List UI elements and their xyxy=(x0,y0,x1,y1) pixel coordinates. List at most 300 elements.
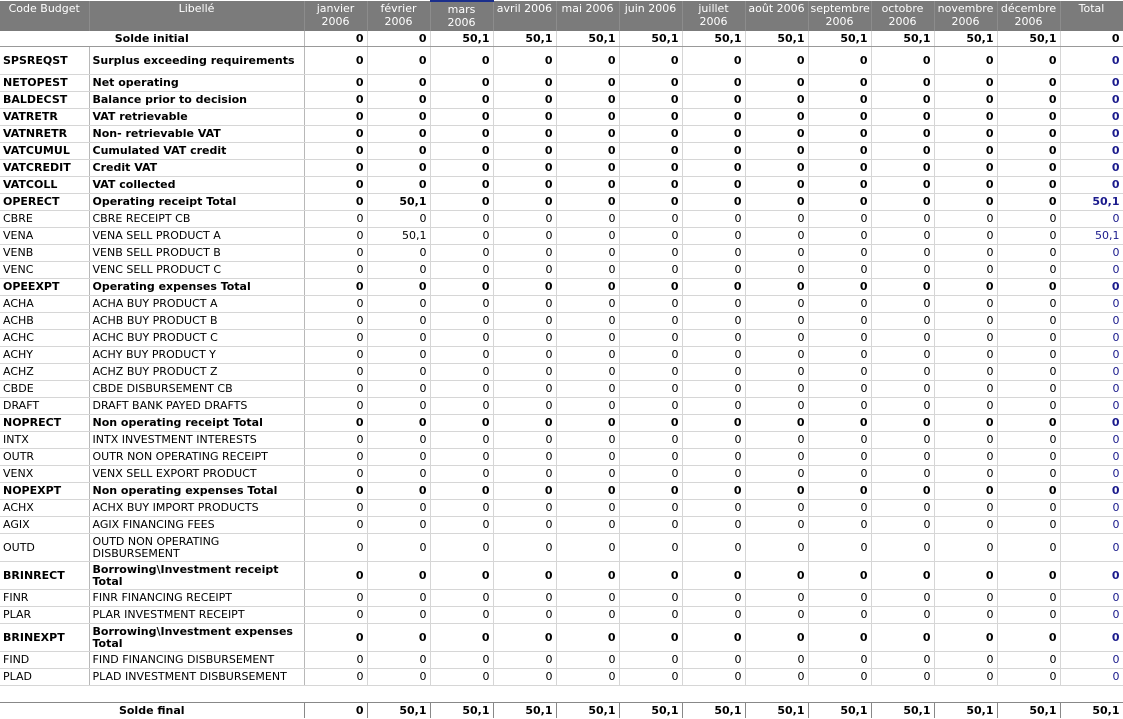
row-month-value[interactable]: 0 xyxy=(745,75,808,92)
row-month-value[interactable]: 0 xyxy=(934,194,997,211)
table-row[interactable] xyxy=(0,398,1123,415)
row-month-value[interactable]: 0 xyxy=(871,432,934,449)
column-header-month[interactable]: février 2006 xyxy=(367,1,430,31)
row-month-value[interactable]: 0 xyxy=(304,347,367,364)
row-month-value[interactable]: 0 xyxy=(304,262,367,279)
table-row[interactable] xyxy=(0,415,1123,432)
row-month-value[interactable]: 0 xyxy=(997,500,1060,517)
row-month-value[interactable]: 0 xyxy=(619,381,682,398)
row-month-value[interactable]: 0 xyxy=(682,517,745,534)
row-month-value[interactable]: 0 xyxy=(745,432,808,449)
row-month-value[interactable]: 0 xyxy=(430,143,493,160)
column-header-month[interactable]: décembre 2006 xyxy=(997,1,1060,31)
row-month-value[interactable]: 0 xyxy=(367,47,430,75)
column-header-month[interactable]: avril 2006 xyxy=(493,1,556,31)
row-month-value[interactable]: 0 xyxy=(367,466,430,483)
row-month-value[interactable]: 0 xyxy=(304,562,367,590)
row-month-value[interactable]: 0 xyxy=(556,296,619,313)
row-month-value[interactable]: 0 xyxy=(745,160,808,177)
row-month-value[interactable]: 0 xyxy=(997,47,1060,75)
row-month-value[interactable]: 0 xyxy=(304,279,367,296)
row-month-value[interactable]: 0 xyxy=(997,245,1060,262)
row-month-value[interactable]: 0 xyxy=(871,517,934,534)
table-row[interactable] xyxy=(0,347,1123,364)
row-month-value[interactable]: 0 xyxy=(808,669,871,686)
row-month-value[interactable]: 0 xyxy=(430,211,493,228)
row-month-value[interactable]: 0 xyxy=(871,669,934,686)
row-month-value[interactable]: 0 xyxy=(682,381,745,398)
row-month-value[interactable]: 0 xyxy=(556,590,619,607)
row-month-value[interactable]: 0 xyxy=(934,296,997,313)
row-month-value[interactable]: 0 xyxy=(619,228,682,245)
row-month-value[interactable]: 0 xyxy=(808,466,871,483)
row-month-value[interactable]: 0 xyxy=(871,381,934,398)
row-month-value[interactable]: 0 xyxy=(430,483,493,500)
row-month-value[interactable]: 0 xyxy=(367,177,430,194)
table-row[interactable] xyxy=(0,75,1123,92)
row-month-value[interactable]: 0 xyxy=(997,562,1060,590)
row-month-value[interactable]: 0 xyxy=(871,313,934,330)
row-month-value[interactable]: 0 xyxy=(304,590,367,607)
table-row[interactable] xyxy=(0,534,1123,562)
row-month-value[interactable]: 0 xyxy=(997,75,1060,92)
row-month-value[interactable]: 0 xyxy=(745,466,808,483)
row-month-value[interactable]: 0 xyxy=(304,669,367,686)
row-month-value[interactable]: 0 xyxy=(808,194,871,211)
row-month-value[interactable]: 0 xyxy=(682,449,745,466)
row-month-value[interactable]: 0 xyxy=(367,245,430,262)
row-month-value[interactable]: 0 xyxy=(745,245,808,262)
row-month-value[interactable]: 0 xyxy=(367,590,430,607)
row-month-value[interactable]: 0 xyxy=(997,652,1060,669)
row-month-value[interactable]: 0 xyxy=(304,313,367,330)
table-row[interactable] xyxy=(0,381,1123,398)
column-header-code[interactable]: Code Budget xyxy=(0,1,89,31)
row-month-value[interactable]: 0 xyxy=(934,228,997,245)
row-month-value[interactable]: 0 xyxy=(934,75,997,92)
table-row[interactable] xyxy=(0,562,1123,590)
row-month-value[interactable]: 0 xyxy=(367,347,430,364)
row-month-value[interactable]: 0 xyxy=(745,381,808,398)
row-month-value[interactable]: 0 xyxy=(493,177,556,194)
row-month-value[interactable]: 0 xyxy=(556,330,619,347)
row-month-value[interactable]: 0 xyxy=(997,534,1060,562)
row-month-value[interactable]: 0 xyxy=(871,279,934,296)
row-month-value[interactable]: 0 xyxy=(871,466,934,483)
table-row[interactable] xyxy=(0,109,1123,126)
row-month-value[interactable]: 0 xyxy=(871,177,934,194)
row-month-value[interactable]: 0 xyxy=(871,47,934,75)
row-month-value[interactable]: 0 xyxy=(997,347,1060,364)
row-month-value[interactable]: 0 xyxy=(997,624,1060,652)
row-month-value[interactable]: 0 xyxy=(808,415,871,432)
row-month-value[interactable]: 0 xyxy=(682,466,745,483)
row-month-value[interactable]: 0 xyxy=(430,415,493,432)
row-month-value[interactable]: 0 xyxy=(934,262,997,279)
table-row[interactable] xyxy=(0,126,1123,143)
row-month-value[interactable]: 0 xyxy=(367,500,430,517)
row-month-value[interactable]: 0 xyxy=(556,143,619,160)
row-month-value[interactable]: 0 xyxy=(619,517,682,534)
row-month-value[interactable]: 0 xyxy=(871,347,934,364)
row-month-value[interactable]: 0 xyxy=(493,517,556,534)
row-month-value[interactable]: 0 xyxy=(367,534,430,562)
row-month-value[interactable]: 0 xyxy=(430,624,493,652)
row-month-value[interactable]: 0 xyxy=(871,607,934,624)
row-month-value[interactable]: 0 xyxy=(682,75,745,92)
row-month-value[interactable]: 0 xyxy=(745,279,808,296)
row-month-value[interactable]: 0 xyxy=(367,652,430,669)
row-month-value[interactable]: 0 xyxy=(619,296,682,313)
row-month-value[interactable]: 0 xyxy=(934,562,997,590)
row-month-value[interactable]: 0 xyxy=(934,432,997,449)
table-row[interactable] xyxy=(0,143,1123,160)
row-month-value[interactable]: 0 xyxy=(871,415,934,432)
row-month-value[interactable]: 0 xyxy=(367,75,430,92)
row-month-value[interactable]: 0 xyxy=(493,398,556,415)
row-month-value[interactable]: 0 xyxy=(934,449,997,466)
row-month-value[interactable]: 0 xyxy=(367,109,430,126)
row-month-value[interactable]: 0 xyxy=(745,669,808,686)
row-month-value[interactable]: 0 xyxy=(619,194,682,211)
table-row[interactable] xyxy=(0,624,1123,652)
row-month-value[interactable]: 0 xyxy=(367,296,430,313)
row-month-value[interactable]: 0 xyxy=(493,330,556,347)
row-month-value[interactable]: 0 xyxy=(745,415,808,432)
table-row[interactable] xyxy=(0,466,1123,483)
row-month-value[interactable]: 0 xyxy=(493,126,556,143)
row-month-value[interactable]: 0 xyxy=(556,228,619,245)
row-month-value[interactable]: 0 xyxy=(304,381,367,398)
table-row[interactable] xyxy=(0,449,1123,466)
row-month-value[interactable]: 0 xyxy=(997,228,1060,245)
table-row[interactable] xyxy=(0,483,1123,500)
row-month-value[interactable]: 0 xyxy=(493,607,556,624)
row-month-value[interactable]: 0 xyxy=(430,381,493,398)
row-month-value[interactable]: 0 xyxy=(871,126,934,143)
table-row[interactable] xyxy=(0,500,1123,517)
row-month-value[interactable]: 0 xyxy=(556,449,619,466)
table-row[interactable] xyxy=(0,296,1123,313)
row-month-value[interactable]: 0 xyxy=(493,313,556,330)
row-month-value[interactable]: 0 xyxy=(682,177,745,194)
row-month-value[interactable]: 0 xyxy=(682,245,745,262)
row-month-value[interactable]: 0 xyxy=(934,500,997,517)
row-month-value[interactable]: 0 xyxy=(934,109,997,126)
row-month-value[interactable]: 0 xyxy=(556,92,619,109)
row-month-value[interactable]: 0 xyxy=(997,296,1060,313)
row-month-value[interactable]: 0 xyxy=(682,562,745,590)
row-month-value[interactable]: 0 xyxy=(556,109,619,126)
row-month-value[interactable]: 0 xyxy=(493,652,556,669)
row-month-value[interactable]: 0 xyxy=(430,432,493,449)
row-month-value[interactable]: 0 xyxy=(682,279,745,296)
row-month-value[interactable]: 0 xyxy=(619,500,682,517)
row-month-value[interactable]: 0 xyxy=(682,109,745,126)
row-month-value[interactable]: 0 xyxy=(808,126,871,143)
row-month-value[interactable]: 0 xyxy=(430,364,493,381)
row-month-value[interactable]: 0 xyxy=(682,364,745,381)
row-month-value[interactable]: 0 xyxy=(745,296,808,313)
row-month-value[interactable]: 0 xyxy=(556,624,619,652)
row-month-value[interactable]: 0 xyxy=(430,330,493,347)
row-month-value[interactable]: 0 xyxy=(682,262,745,279)
column-header-month[interactable]: juillet 2006 xyxy=(682,1,745,31)
row-month-value[interactable]: 0 xyxy=(556,483,619,500)
row-month-value[interactable]: 0 xyxy=(619,347,682,364)
row-month-value[interactable]: 0 xyxy=(619,109,682,126)
row-month-value[interactable]: 0 xyxy=(556,381,619,398)
row-month-value[interactable]: 0 xyxy=(682,669,745,686)
row-month-value[interactable]: 0 xyxy=(430,160,493,177)
row-month-value[interactable]: 0 xyxy=(619,279,682,296)
row-month-value[interactable]: 0 xyxy=(619,177,682,194)
row-month-value[interactable]: 0 xyxy=(934,330,997,347)
row-month-value[interactable]: 0 xyxy=(871,296,934,313)
row-month-value[interactable]: 0 xyxy=(808,47,871,75)
row-month-value[interactable]: 0 xyxy=(493,296,556,313)
row-month-value[interactable]: 0 xyxy=(556,75,619,92)
row-month-value[interactable]: 0 xyxy=(493,449,556,466)
row-month-value[interactable]: 0 xyxy=(430,517,493,534)
table-row[interactable] xyxy=(0,177,1123,194)
row-month-value[interactable]: 0 xyxy=(808,534,871,562)
row-month-value[interactable]: 0 xyxy=(997,432,1060,449)
table-row[interactable] xyxy=(0,607,1123,624)
row-month-value[interactable]: 0 xyxy=(934,669,997,686)
row-month-value[interactable]: 0 xyxy=(619,415,682,432)
row-month-value[interactable]: 50,1 xyxy=(367,194,430,211)
row-month-value[interactable]: 0 xyxy=(745,652,808,669)
row-month-value[interactable]: 0 xyxy=(871,398,934,415)
row-month-value[interactable]: 0 xyxy=(556,607,619,624)
row-month-value[interactable]: 0 xyxy=(556,562,619,590)
row-month-value[interactable]: 0 xyxy=(367,398,430,415)
row-month-value[interactable]: 0 xyxy=(745,313,808,330)
row-month-value[interactable]: 0 xyxy=(934,466,997,483)
row-month-value[interactable]: 0 xyxy=(997,449,1060,466)
row-month-value[interactable]: 0 xyxy=(682,194,745,211)
row-month-value[interactable]: 0 xyxy=(430,500,493,517)
row-month-value[interactable]: 0 xyxy=(304,194,367,211)
row-month-value[interactable]: 0 xyxy=(493,211,556,228)
row-month-value[interactable]: 0 xyxy=(367,126,430,143)
row-month-value[interactable]: 0 xyxy=(619,398,682,415)
row-month-value[interactable]: 0 xyxy=(430,245,493,262)
row-month-value[interactable]: 0 xyxy=(934,313,997,330)
row-month-value[interactable]: 0 xyxy=(304,228,367,245)
row-month-value[interactable]: 0 xyxy=(367,381,430,398)
row-month-value[interactable]: 0 xyxy=(934,143,997,160)
row-month-value[interactable]: 0 xyxy=(808,211,871,228)
row-month-value[interactable]: 0 xyxy=(871,500,934,517)
row-month-value[interactable]: 0 xyxy=(871,562,934,590)
row-month-value[interactable]: 0 xyxy=(556,466,619,483)
table-row[interactable] xyxy=(0,313,1123,330)
row-month-value[interactable]: 0 xyxy=(493,381,556,398)
row-month-value[interactable]: 0 xyxy=(430,669,493,686)
row-month-value[interactable]: 0 xyxy=(493,92,556,109)
row-month-value[interactable]: 0 xyxy=(493,364,556,381)
row-month-value[interactable]: 0 xyxy=(997,517,1060,534)
row-month-value[interactable]: 0 xyxy=(367,160,430,177)
row-month-value[interactable]: 0 xyxy=(934,517,997,534)
row-month-value[interactable]: 0 xyxy=(430,466,493,483)
row-month-value[interactable]: 0 xyxy=(997,177,1060,194)
row-month-value[interactable]: 0 xyxy=(745,607,808,624)
row-month-value[interactable]: 0 xyxy=(997,415,1060,432)
row-month-value[interactable]: 0 xyxy=(556,194,619,211)
table-row[interactable] xyxy=(0,330,1123,347)
row-month-value[interactable]: 0 xyxy=(808,262,871,279)
row-month-value[interactable]: 0 xyxy=(808,245,871,262)
row-month-value[interactable]: 0 xyxy=(871,330,934,347)
row-month-value[interactable]: 0 xyxy=(430,47,493,75)
row-month-value[interactable]: 0 xyxy=(304,211,367,228)
row-month-value[interactable]: 0 xyxy=(871,228,934,245)
row-month-value[interactable]: 0 xyxy=(493,534,556,562)
row-month-value[interactable]: 0 xyxy=(367,92,430,109)
row-month-value[interactable]: 0 xyxy=(619,652,682,669)
row-month-value[interactable]: 0 xyxy=(304,245,367,262)
row-month-value[interactable]: 0 xyxy=(556,534,619,562)
row-month-value[interactable]: 0 xyxy=(304,624,367,652)
row-month-value[interactable]: 0 xyxy=(997,483,1060,500)
row-month-value[interactable]: 0 xyxy=(430,194,493,211)
row-month-value[interactable]: 0 xyxy=(745,92,808,109)
table-row[interactable] xyxy=(0,432,1123,449)
row-month-value[interactable]: 0 xyxy=(682,652,745,669)
row-month-value[interactable]: 0 xyxy=(304,75,367,92)
row-month-value[interactable]: 0 xyxy=(871,624,934,652)
row-month-value[interactable]: 0 xyxy=(619,669,682,686)
row-month-value[interactable]: 0 xyxy=(745,262,808,279)
row-month-value[interactable]: 0 xyxy=(304,483,367,500)
row-month-value[interactable]: 0 xyxy=(556,313,619,330)
row-month-value[interactable]: 0 xyxy=(745,109,808,126)
row-month-value[interactable]: 0 xyxy=(367,517,430,534)
row-month-value[interactable]: 0 xyxy=(430,126,493,143)
row-month-value[interactable]: 0 xyxy=(367,279,430,296)
row-month-value[interactable]: 0 xyxy=(934,483,997,500)
row-month-value[interactable]: 0 xyxy=(367,330,430,347)
row-month-value[interactable]: 0 xyxy=(934,381,997,398)
row-month-value[interactable]: 0 xyxy=(934,347,997,364)
table-row[interactable] xyxy=(0,364,1123,381)
row-month-value[interactable]: 0 xyxy=(619,47,682,75)
row-month-value[interactable]: 0 xyxy=(934,364,997,381)
row-month-value[interactable]: 0 xyxy=(934,534,997,562)
row-month-value[interactable]: 0 xyxy=(934,47,997,75)
row-month-value[interactable]: 0 xyxy=(745,534,808,562)
row-month-value[interactable]: 0 xyxy=(745,347,808,364)
row-month-value[interactable]: 0 xyxy=(997,160,1060,177)
row-month-value[interactable]: 0 xyxy=(682,160,745,177)
row-month-value[interactable]: 0 xyxy=(430,534,493,562)
row-month-value[interactable]: 0 xyxy=(556,500,619,517)
row-month-value[interactable]: 0 xyxy=(304,92,367,109)
row-month-value[interactable]: 0 xyxy=(871,652,934,669)
row-month-value[interactable]: 0 xyxy=(304,109,367,126)
row-month-value[interactable]: 0 xyxy=(430,607,493,624)
row-month-value[interactable]: 0 xyxy=(934,177,997,194)
row-month-value[interactable]: 0 xyxy=(808,449,871,466)
row-month-value[interactable]: 0 xyxy=(871,160,934,177)
column-header-label[interactable]: Libellé xyxy=(89,1,304,31)
row-month-value[interactable]: 0 xyxy=(304,432,367,449)
row-month-value[interactable]: 0 xyxy=(430,75,493,92)
row-month-value[interactable]: 0 xyxy=(997,330,1060,347)
table-row[interactable] xyxy=(0,92,1123,109)
row-month-value[interactable]: 0 xyxy=(493,669,556,686)
row-month-value[interactable]: 0 xyxy=(493,347,556,364)
row-month-value[interactable]: 0 xyxy=(556,160,619,177)
row-month-value[interactable]: 0 xyxy=(682,415,745,432)
row-month-value[interactable]: 0 xyxy=(934,398,997,415)
row-month-value[interactable]: 0 xyxy=(745,143,808,160)
row-month-value[interactable]: 0 xyxy=(745,449,808,466)
row-month-value[interactable]: 0 xyxy=(304,177,367,194)
row-month-value[interactable]: 0 xyxy=(304,364,367,381)
row-month-value[interactable]: 0 xyxy=(997,262,1060,279)
row-month-value[interactable]: 0 xyxy=(997,194,1060,211)
row-month-value[interactable]: 0 xyxy=(430,449,493,466)
row-month-value[interactable]: 0 xyxy=(871,590,934,607)
row-month-value[interactable]: 0 xyxy=(934,279,997,296)
row-month-value[interactable]: 0 xyxy=(934,624,997,652)
row-month-value[interactable]: 0 xyxy=(367,415,430,432)
row-month-value[interactable]: 0 xyxy=(304,126,367,143)
row-month-value[interactable]: 0 xyxy=(430,262,493,279)
row-month-value[interactable]: 0 xyxy=(934,245,997,262)
row-month-value[interactable]: 0 xyxy=(619,607,682,624)
row-month-value[interactable]: 0 xyxy=(556,47,619,75)
row-month-value[interactable]: 0 xyxy=(682,330,745,347)
row-month-value[interactable]: 0 xyxy=(493,109,556,126)
row-month-value[interactable]: 0 xyxy=(556,432,619,449)
row-month-value[interactable]: 0 xyxy=(493,466,556,483)
row-month-value[interactable]: 0 xyxy=(871,194,934,211)
row-month-value[interactable]: 0 xyxy=(808,517,871,534)
row-month-value[interactable]: 0 xyxy=(304,517,367,534)
row-month-value[interactable]: 0 xyxy=(493,500,556,517)
row-month-value[interactable]: 0 xyxy=(682,534,745,562)
row-month-value[interactable]: 0 xyxy=(493,160,556,177)
row-month-value[interactable]: 0 xyxy=(493,483,556,500)
row-month-value[interactable]: 0 xyxy=(808,483,871,500)
row-month-value[interactable]: 0 xyxy=(556,364,619,381)
row-month-value[interactable]: 0 xyxy=(871,75,934,92)
row-month-value[interactable]: 0 xyxy=(619,534,682,562)
table-row[interactable] xyxy=(0,517,1123,534)
row-month-value[interactable]: 0 xyxy=(367,669,430,686)
table-row[interactable] xyxy=(0,194,1123,211)
row-month-value[interactable]: 0 xyxy=(304,143,367,160)
row-month-value[interactable]: 0 xyxy=(682,92,745,109)
row-month-value[interactable]: 0 xyxy=(430,279,493,296)
row-month-value[interactable]: 0 xyxy=(367,143,430,160)
row-month-value[interactable]: 0 xyxy=(493,262,556,279)
row-month-value[interactable]: 0 xyxy=(367,607,430,624)
row-month-value[interactable]: 0 xyxy=(808,296,871,313)
row-month-value[interactable]: 0 xyxy=(493,415,556,432)
row-month-value[interactable]: 0 xyxy=(682,143,745,160)
row-month-value[interactable]: 0 xyxy=(304,449,367,466)
row-month-value[interactable]: 0 xyxy=(493,562,556,590)
row-month-value[interactable]: 0 xyxy=(808,590,871,607)
row-month-value[interactable]: 0 xyxy=(430,109,493,126)
row-month-value[interactable]: 0 xyxy=(304,160,367,177)
